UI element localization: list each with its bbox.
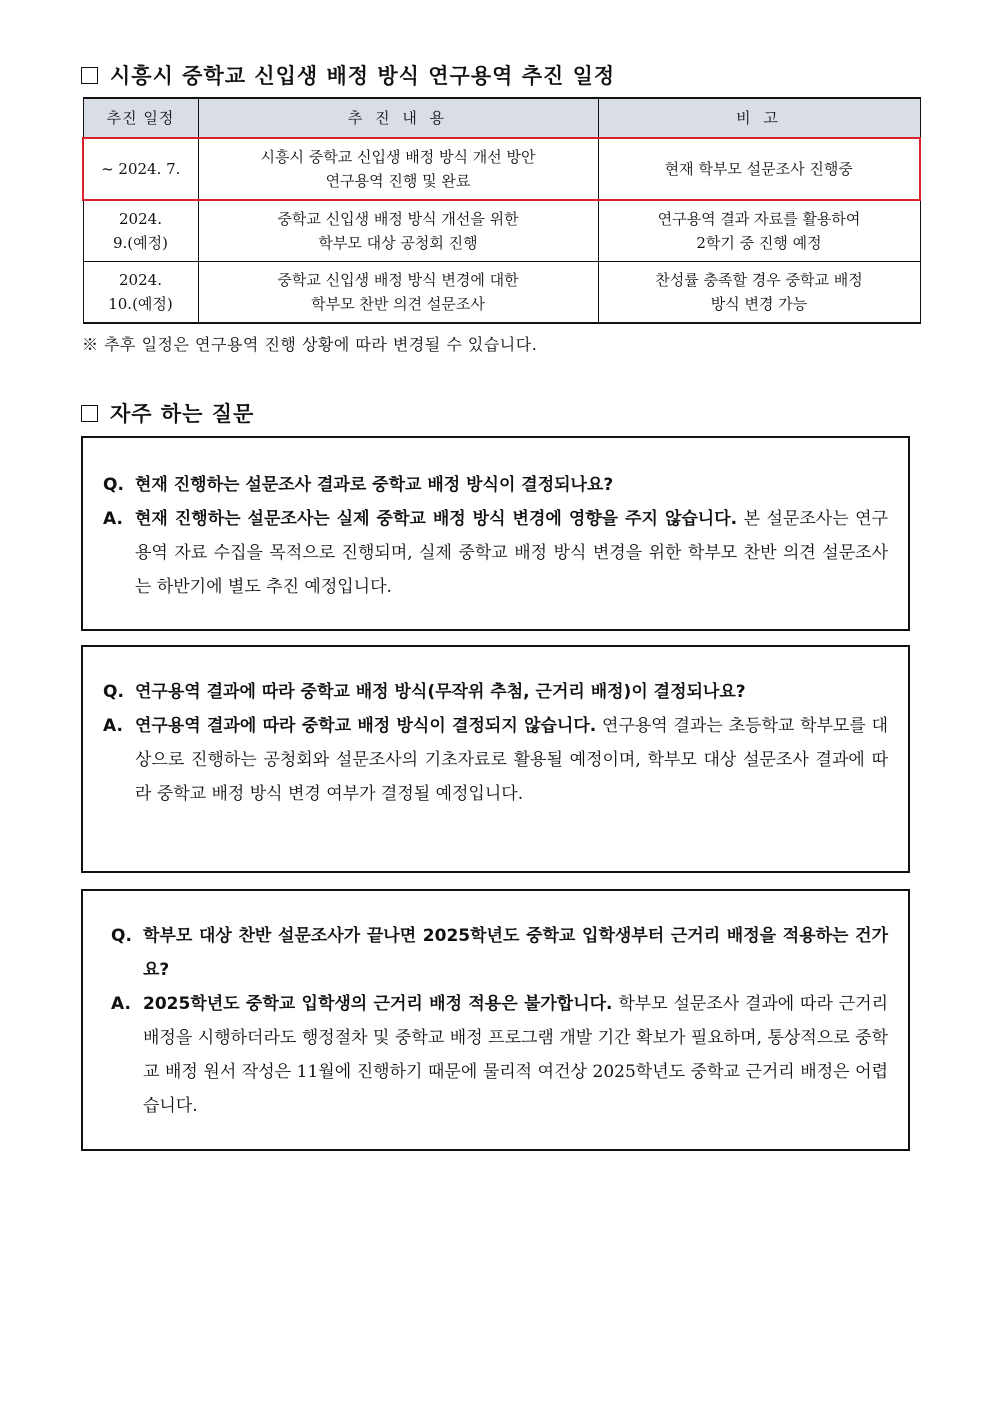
q-marker: Q. xyxy=(111,926,132,946)
answer-lead: 2025학년도 중학교 입학생의 근거리 배정 적용은 불가합니다. xyxy=(143,994,613,1014)
faq-answer xyxy=(103,709,888,811)
row-content xyxy=(198,262,598,324)
row-date xyxy=(83,200,198,262)
row-date: ~ 2024. 7. xyxy=(83,138,198,200)
row-content-line: 학부모 찬반 의견 설문조사 xyxy=(311,295,485,313)
question-text: 학부모 대상 찬반 설문조사가 끝나면 2025학년도 중학교 입학생부터 근거리 배정을 적용하는 건가요? xyxy=(143,926,888,980)
faq-box-2 xyxy=(81,645,910,873)
row-note: 현재 학부모 설문조사 진행중 xyxy=(598,138,920,200)
row-note-line: 2학기 중 진행 예정 xyxy=(696,234,822,252)
row-note-line: 찬성률 충족할 경우 중학교 배정 xyxy=(655,271,863,289)
faq-title: 자주 하는 질문 xyxy=(110,402,255,426)
row-note xyxy=(598,200,920,262)
answer-text xyxy=(135,502,888,604)
answer-rest: 연구용역 결과는 초등학교 학부모를 대상으로 진행하는 공청회와 설문조사의 기초자료로 활용될 예정이며, 학부모 대상 설문조사 결과에 따라 중학교 배정 방식 변경 여부가 결정될 예정입니다. xyxy=(135,716,888,804)
faq-question xyxy=(111,919,888,987)
schedule-title: 시흥시 중학교 신입생 배정 방식 연구용역 추진 일정 xyxy=(110,64,616,88)
answer-text xyxy=(143,987,888,1123)
answer-rest: 학부모 설문조사 결과에 따라 근거리 배정을 시행하더라도 행정절차 및 중학교 배정 프로그램 개발 기간 확보가 필요하며, 통상적으로 중학교 배정 원서 작성은 11월에 진행하기 때문에 물리적 여건상 2025학년도 중학교 근거리 배정은 어렵습니다. xyxy=(143,994,888,1116)
faq-question xyxy=(103,675,888,709)
row-date xyxy=(83,262,198,324)
row-content-line: 시흥시 중학교 신입생 배정 방식 개선 방안 xyxy=(260,148,536,166)
faq-box-1 xyxy=(81,436,910,631)
faq-box-3 xyxy=(81,889,910,1151)
answer-text xyxy=(135,709,888,811)
answer-rest: 본 설문조사는 연구용역 자료 수집을 목적으로 진행되며, 실제 중학교 배정 방식 변경을 위한 학부모 찬반 의견 설문조사는 하반기에 별도 추진 예정입니다. xyxy=(135,509,888,597)
row-content-line: 중학교 신입생 배정 방식 개선을 위한 xyxy=(277,210,519,228)
question-text: 연구용역 결과에 따라 중학교 배정 방식(무작위 추첨, 근거리 배정)이 결정되나요? xyxy=(135,682,746,702)
faq-question xyxy=(103,468,888,502)
faq-answer xyxy=(103,502,888,604)
row-content-line: 학부모 대상 공청회 진행 xyxy=(318,234,478,252)
row-note-line: 연구용역 결과 자료를 활용하여 xyxy=(657,210,861,228)
checkbox-square-icon xyxy=(81,67,98,84)
row-date-line: 2024. xyxy=(119,210,162,228)
table-row xyxy=(83,200,920,262)
table-row xyxy=(83,262,920,324)
checkbox-square-icon xyxy=(81,405,98,422)
row-date-line: 10.(예정) xyxy=(108,295,173,313)
header-note: 비 고 xyxy=(598,98,920,138)
faq-heading xyxy=(81,398,254,428)
table-header-row xyxy=(83,98,920,138)
answer-lead: 현재 진행하는 설문조사는 실제 중학교 배정 방식 변경에 영향을 주지 않습니다. xyxy=(135,509,738,529)
row-note xyxy=(598,262,920,324)
row-content-line: 연구용역 진행 및 완료 xyxy=(325,172,471,190)
schedule-footnote: ※ 추후 일정은 연구용역 진행 상황에 따라 변경될 수 있습니다. xyxy=(82,335,538,354)
a-marker: A. xyxy=(103,716,123,736)
row-content xyxy=(198,138,598,200)
faq-answer xyxy=(111,987,888,1123)
row-content xyxy=(198,200,598,262)
q-marker: Q. xyxy=(103,475,124,495)
a-marker: A. xyxy=(103,509,123,529)
table-row xyxy=(83,138,920,200)
row-date-line: 2024. xyxy=(119,271,162,289)
q-marker: Q. xyxy=(103,682,124,702)
header-content: 추 진 내 용 xyxy=(198,98,598,138)
row-note-line: 방식 변경 가능 xyxy=(710,295,808,313)
row-content-line: 중학교 신입생 배정 방식 변경에 대한 xyxy=(277,271,519,289)
answer-lead: 연구용역 결과에 따라 중학교 배정 방식이 결정되지 않습니다. xyxy=(135,716,597,736)
schedule-heading xyxy=(81,60,615,90)
a-marker: A. xyxy=(111,994,131,1014)
header-date: 추진 일정 xyxy=(83,98,198,138)
question-text: 현재 진행하는 설문조사 결과로 중학교 배정 방식이 결정되나요? xyxy=(135,475,614,495)
schedule-table xyxy=(82,97,921,324)
row-date-line: 9.(예정) xyxy=(113,234,168,252)
